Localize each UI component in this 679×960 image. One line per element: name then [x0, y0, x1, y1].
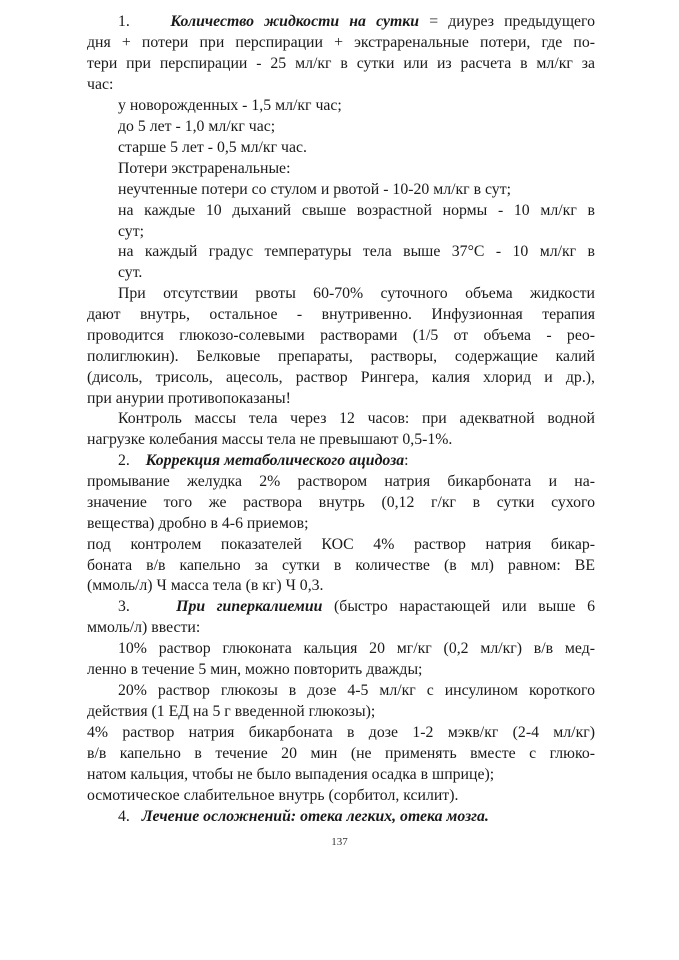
s2-heading: Коррекция метаболического ацидоза [145, 452, 405, 469]
s1-line-1 [87, 12, 595, 33]
s3-heading: При гиперкалиемии [176, 598, 323, 615]
s3-number: 3. [118, 598, 130, 615]
s3-line-1-rest: (быстро нарастающей или выше 6 [334, 598, 595, 615]
s1-line-2: дня + потери при перспирации + экстраренальные потери, где по- [87, 34, 595, 51]
s1-line-20: Контроль массы тела через 12 часов: при адекватной водной [118, 410, 595, 427]
s2-line-6: (ммоль/л) Ч масса тела (в кг) Ч 0,3. [87, 577, 324, 594]
s1-line-13: сут. [118, 264, 143, 281]
s1-line-15: дают внутрь, остальное - внутривенно. Инфузионная терапия [87, 306, 595, 323]
s1-line-10: на каждые 10 дыханий свыше возрастной нормы - 10 мл/кг в [118, 202, 595, 219]
s1-line-12: на каждый градус температуры тела выше 37°С - 10 мл/кг в [118, 243, 595, 260]
page-number: 137 [331, 836, 348, 848]
s4-heading: Лечение осложнений: отека легких, отека мозга. [141, 808, 489, 825]
s1-line-21: нагрузке колебания массы тела не превышают 0,5-1%. [87, 431, 453, 448]
s1-line-7: старше 5 лет - 0,5 мл/кг час. [118, 139, 307, 156]
s1-line-18: (дисоль, трисоль, ацесоль, раствор Рингера, калия хлорид и др.), [87, 369, 595, 386]
s1-line-9: неучтенные потери со стулом и рвотой - 10-20 мл/кг в сут; [118, 181, 511, 198]
s4-heading-line [118, 807, 489, 828]
s1-number: 1. [118, 13, 130, 30]
s3-line-7: 4% раствор натрия бикарбоната в дозе 1-2 мэкв/кг (2-4 мл/кг) [87, 724, 595, 741]
s2-line-1: промывание желудка 2% раствором натрия бикарбоната и на- [87, 473, 595, 490]
s3-line-5: 20% раствор глюкозы в дозе 4-5 мл/кг с инсулином короткого [118, 682, 595, 699]
s1-line-1-rest: = диурез предыдущего [429, 13, 595, 30]
s3-line-8: в/в капельно в течение 20 мин (не применять вместе с глюко- [87, 745, 595, 762]
s3-line-3: 10% раствор глюконата кальция 20 мг/кг (0,2 мл/кг) в/в мед- [118, 640, 595, 657]
s3-line-2: ммоль/л) ввести: [87, 619, 201, 636]
s2-line-5: боната в/в капельно за сутки в количестве (в мл) равном: BE [87, 557, 595, 574]
s3-line-4: ленно в течение 5 мин, можно повторить дважды; [87, 661, 423, 678]
s3-heading-line [118, 597, 595, 618]
s1-line-17: полиглюкин). Белковые препараты, растворы, содержащие калий [87, 348, 595, 365]
s4-number: 4. [118, 808, 130, 825]
s1-line-16: проводится глюкозо-солевыми растворами (1/5 от объема - рео- [87, 327, 595, 344]
s1-line-5: у новорожденных - 1,5 мл/кг час; [118, 97, 342, 114]
s1-line-14: При отсутствии рвоты 60-70% суточного объема жидкости [118, 285, 595, 302]
s3-line-9: натом кальция, чтобы не было выпадения осадка в шприце); [87, 766, 495, 783]
s2-line-4: под контролем показателей КОС 4% раствор натрия бикар- [87, 536, 595, 553]
s1-line-6: до 5 лет - 1,0 мл/кг час; [118, 118, 276, 135]
s1-line-4: час: [87, 76, 114, 93]
s1-heading: Количество жидкости на сутки [170, 13, 420, 30]
s2-line-3: вещества) дробно в 4-6 приемов; [87, 515, 309, 532]
s2-number: 2. [118, 452, 130, 469]
s2-heading-line [118, 451, 409, 472]
s1-line-8: Потери экстраренальные: [118, 160, 291, 177]
s3-line-6: действия (1 ЕД на 5 г введенной глюкозы); [87, 703, 376, 720]
s1-line-11: сут; [118, 223, 144, 240]
s3-line-10: осмотическое слабительное внутрь (сорбитол, ксилит). [87, 787, 459, 804]
s1-line-3: тери при перспирации - 25 мл/кг в сутки или из расчета в мл/кг за [87, 55, 595, 72]
s1-line-19: при анурии противопоказаны! [87, 390, 291, 407]
s2-line-2: значение того же раствора внутрь (0,12 г/кг в сутки сухого [87, 494, 595, 511]
s2-heading-colon: : [404, 452, 409, 469]
